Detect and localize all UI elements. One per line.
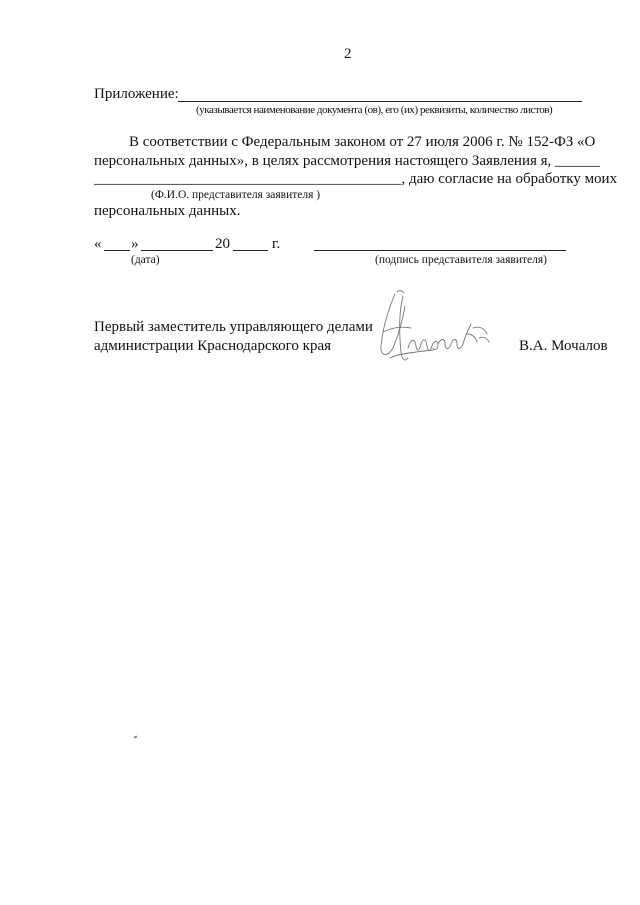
stray-mark: [134, 735, 138, 738]
signature-field-line: [314, 250, 566, 251]
consent-line-4: персональных данных.: [94, 203, 241, 219]
date-year-prefix: 20: [215, 236, 230, 252]
date-hint: (дата): [131, 254, 160, 266]
fio-hint: (Ф.И.О. представителя заявителя ): [151, 189, 321, 201]
signature-hint: (подпись представителя заявителя): [375, 254, 547, 266]
attachment-field-line: [178, 101, 582, 102]
date-year-suffix: г.: [272, 236, 281, 252]
consent-line-2: персональных данных», в целях рассмотрения настоящего Заявления я, ______: [94, 153, 601, 169]
handwritten-signature: [375, 288, 500, 370]
page-number: 2: [344, 46, 352, 62]
date-close-quote: »: [131, 236, 139, 252]
consent-line-3: _________________________________________, даю согласие на обработку моих: [94, 171, 618, 187]
date-open-quote: «: [94, 236, 102, 252]
signatory-title-line-1: Первый заместитель управляющего делами: [94, 319, 373, 335]
attachment-hint: (указывается наименование документа (ов), его (их) реквизиты, количество листов): [196, 104, 553, 116]
consent-line-1: В соответствии с Федеральным законом от 27 июля 2006 г. № 152-ФЗ «О: [129, 134, 596, 150]
signatory-title-line-2: администрации Краснодарского края: [94, 338, 332, 354]
date-day-line: [104, 250, 130, 251]
date-year-line: [233, 250, 268, 251]
signatory-name: В.А. Мочалов: [519, 338, 608, 354]
date-month-line: [141, 250, 213, 251]
attachment-label: Приложение:: [94, 86, 179, 102]
